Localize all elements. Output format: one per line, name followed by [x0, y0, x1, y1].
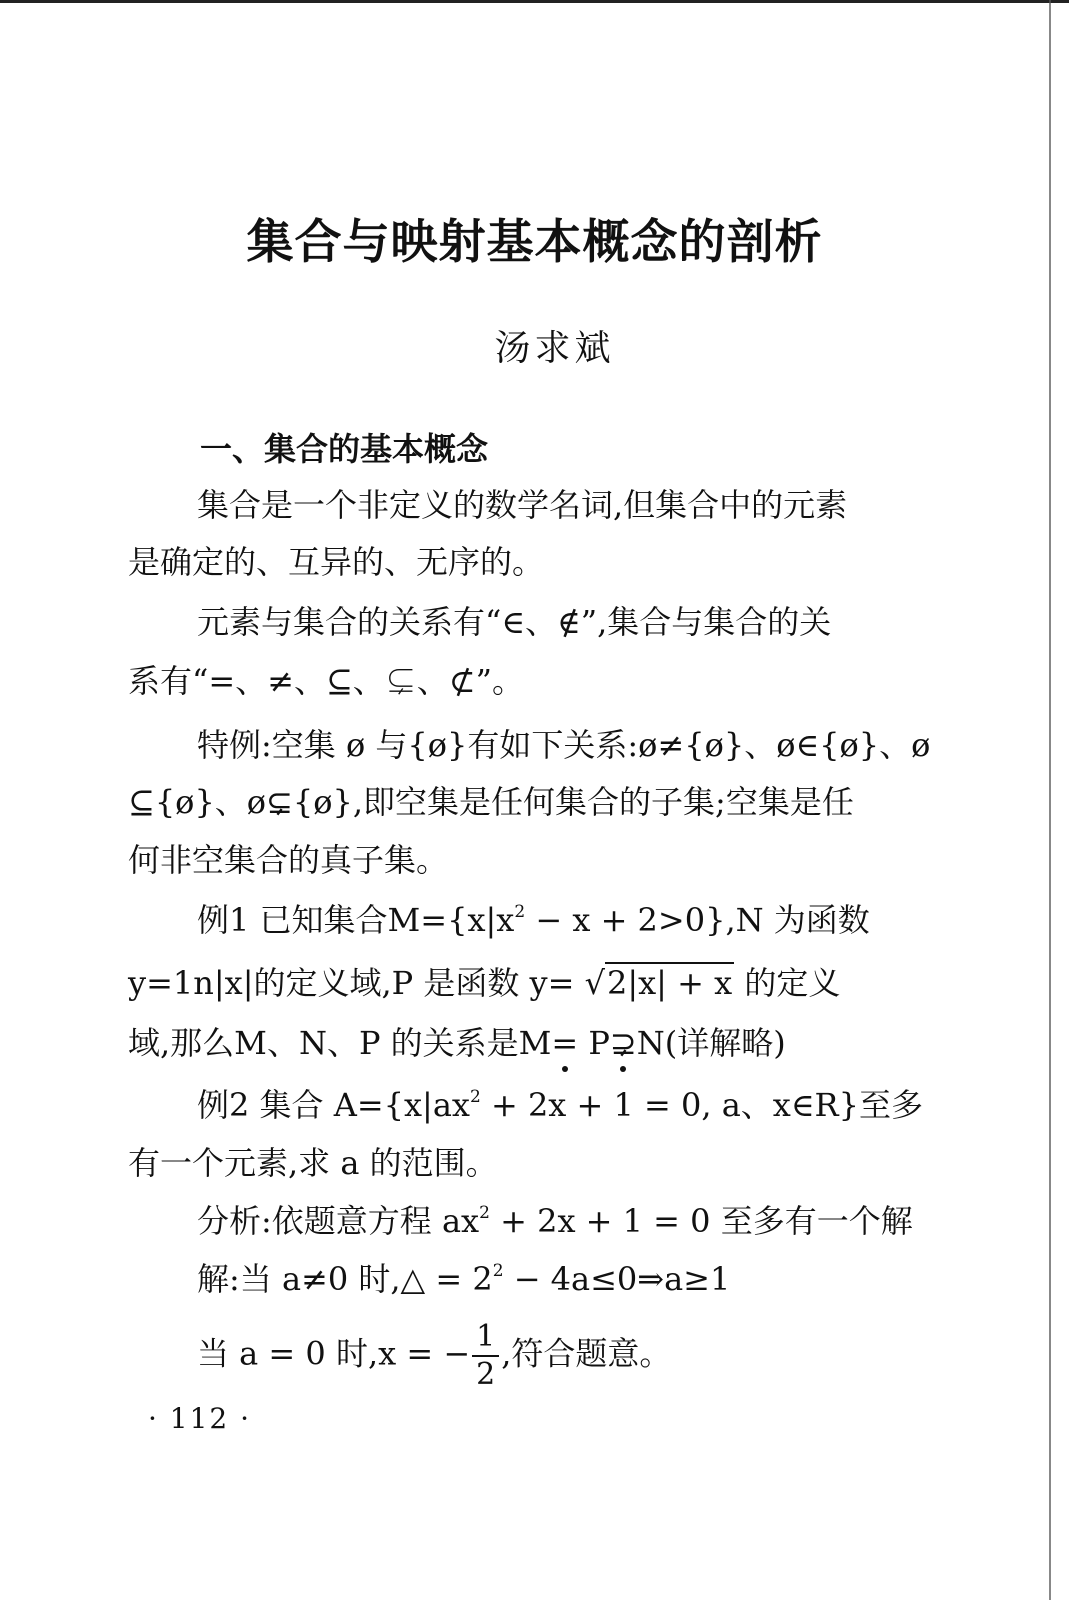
text-run: − 4a≤0⇒a≥1 [503, 1260, 731, 1298]
text-run: − x + 2>0},N 为函数 [525, 901, 870, 939]
paragraph-line: 元素与集合的关系有“∈、∉”,集合与集合的关 [197, 603, 832, 641]
solution-line [197, 1319, 672, 1392]
paragraph-line: 系有“=、≠、⊆、⊊、⊄”。 [128, 662, 524, 700]
emphasis-dot: ⊋ [609, 1024, 637, 1062]
emphasis-dot: = [551, 1024, 579, 1062]
superscript: 2 [514, 902, 526, 922]
example-1-line [128, 1018, 786, 1064]
example-2-line [197, 1080, 923, 1126]
analysis-line [197, 1196, 913, 1242]
text-run: + 2x + 1 = 0, a、x∈R}至多 [480, 1086, 923, 1124]
fraction [472, 1319, 499, 1392]
text-run: y=1n|x|的定义域,P 是函数 y= √ [128, 964, 605, 1002]
article-author: 汤求斌 [494, 328, 615, 369]
paragraph-line: 集合是一个非定义的数学名词,但集合中的元素 [197, 486, 848, 524]
radicand: 2|x| + x [606, 964, 733, 1002]
section-heading: 一、集合的基本概念 [200, 430, 489, 468]
example-2-line: 有一个元素,求 a 的范围。 [128, 1144, 498, 1182]
example-1-line [197, 895, 870, 941]
paragraph-line: 特例:空集 ø 与{ø}有如下关系:ø≠{ø}、ø∈{ø}、ø [197, 726, 931, 764]
paragraph-line: 是确定的、互异的、无序的。 [128, 543, 545, 581]
fraction-denominator: 2 [476, 1357, 496, 1392]
example-1-line [128, 958, 840, 1004]
text-run: N(详解略) [636, 1024, 786, 1062]
superscript: 2 [469, 1087, 481, 1107]
article-title: 集合与映射基本概念的剖析 [246, 215, 823, 270]
superscript: 2 [479, 1203, 490, 1223]
text-run: 解:当 a≠0 时,△ = 2 [197, 1260, 493, 1298]
text-run: 例2 集合 A={x|ax [197, 1086, 470, 1124]
text-run: 的定义 [734, 964, 841, 1002]
paragraph-line: 何非空集合的真子集。 [128, 841, 449, 879]
text-run: 域,那么M、N、P 的关系是M [128, 1024, 552, 1062]
superscript: 2 [492, 1261, 504, 1281]
solution-line [197, 1254, 730, 1300]
text-run: ,符合题意。 [501, 1334, 672, 1373]
paragraph-line: ⊆{ø}、ø⊊{ø},即空集是任何集合的子集;空集是任 [128, 783, 854, 821]
text-run: + 2x + 1 = 0 至多有一个解 [489, 1202, 913, 1240]
text-run: 当 a = 0 时,x = − [197, 1334, 471, 1373]
text-run: 例1 已知集合M={x|x [197, 901, 515, 939]
text-run: P [578, 1024, 610, 1062]
page-number: · 112 · [148, 1402, 252, 1435]
fraction-numerator: 1 [472, 1322, 499, 1357]
text-run: 分析:依题意方程 ax [197, 1202, 480, 1240]
